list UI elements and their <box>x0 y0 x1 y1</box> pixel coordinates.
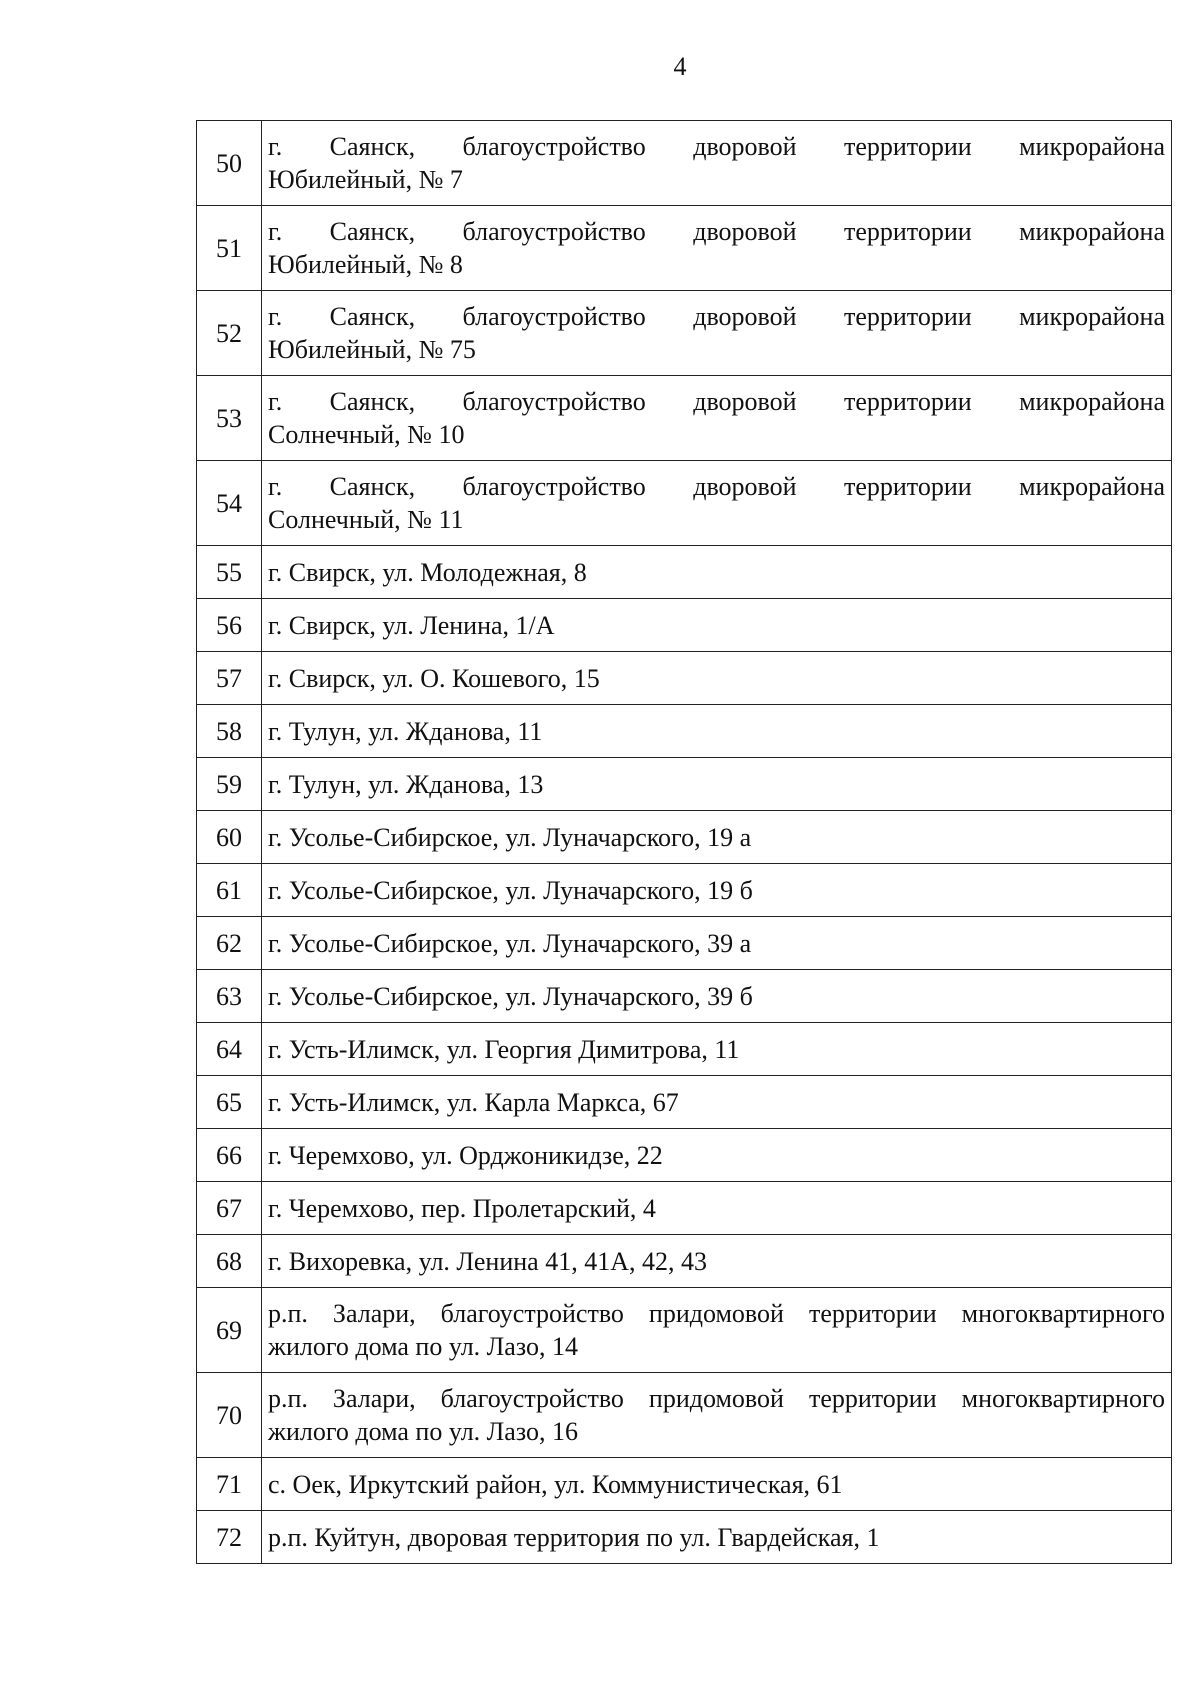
row-address: г. Вихоревка, ул. Ленина 41, 41А, 42, 43 <box>262 1235 1172 1288</box>
objects-table <box>196 120 1172 1564</box>
row-address-line-1: г. Саянск, благоустройство дворовой территории микрорайона <box>268 217 1165 246</box>
row-number: 52 <box>197 291 262 376</box>
row-number: 71 <box>197 1458 262 1511</box>
row-address-line-2: Солнечный, № 10 <box>268 420 465 449</box>
table-row <box>197 121 1172 206</box>
row-address: г. Свирск, ул. О. Кошевого, 15 <box>262 652 1172 705</box>
row-address: г. Усолье-Сибирское, ул. Луначарского, 19 а <box>262 811 1172 864</box>
row-address: г. Тулун, ул. Жданова, 13 <box>262 758 1172 811</box>
row-number: 51 <box>197 206 262 291</box>
table-row <box>197 758 1172 811</box>
row-number: 61 <box>197 864 262 917</box>
table-row <box>197 970 1172 1023</box>
row-address <box>262 1373 1172 1458</box>
row-address-line-1: р.п. Залари, благоустройство придомовой территории многоквартирного <box>268 1384 1165 1413</box>
row-address-line-1: г. Саянск, благоустройство дворовой территории микрорайона <box>268 302 1165 331</box>
row-address: г. Усть-Илимск, ул. Георгия Димитрова, 11 <box>262 1023 1172 1076</box>
table-row <box>197 1288 1172 1373</box>
table-row <box>197 864 1172 917</box>
table-row <box>197 206 1172 291</box>
table-row <box>197 291 1172 376</box>
row-number: 66 <box>197 1129 262 1182</box>
row-number: 67 <box>197 1182 262 1235</box>
row-number: 63 <box>197 970 262 1023</box>
row-address <box>262 121 1172 206</box>
table-row <box>197 1076 1172 1129</box>
row-address: г. Свирск, ул. Молодежная, 8 <box>262 546 1172 599</box>
row-address-line-2: Юбилейный, № 75 <box>268 335 476 364</box>
row-number: 70 <box>197 1373 262 1458</box>
table-row <box>197 376 1172 461</box>
table-row <box>197 1373 1172 1458</box>
row-address: с. Оек, Иркутский район, ул. Коммунистическая, 61 <box>262 1458 1172 1511</box>
row-address: г. Тулун, ул. Жданова, 11 <box>262 705 1172 758</box>
row-address <box>262 291 1172 376</box>
table-row <box>197 461 1172 546</box>
page-number: 4 <box>673 52 687 81</box>
row-number: 62 <box>197 917 262 970</box>
row-number: 72 <box>197 1511 262 1564</box>
row-address <box>262 461 1172 546</box>
row-address-line-1: г. Саянск, благоустройство дворовой территории микрорайона <box>268 387 1165 416</box>
row-address: р.п. Куйтун, дворовая территория по ул. Гвардейская, 1 <box>262 1511 1172 1564</box>
table-row <box>197 546 1172 599</box>
row-number: 65 <box>197 1076 262 1129</box>
row-address: г. Усолье-Сибирское, ул. Луначарского, 39 б <box>262 970 1172 1023</box>
row-number: 55 <box>197 546 262 599</box>
row-address <box>262 376 1172 461</box>
row-address-line-2: Юбилейный, № 8 <box>268 250 463 279</box>
table-row <box>197 705 1172 758</box>
row-address-line-1: р.п. Залари, благоустройство придомовой территории многоквартирного <box>268 1299 1165 1328</box>
table-row <box>197 1511 1172 1564</box>
row-address-line-2: Солнечный, № 11 <box>268 505 464 534</box>
row-number: 68 <box>197 1235 262 1288</box>
table-row <box>197 1023 1172 1076</box>
table-row <box>197 1235 1172 1288</box>
table-row <box>197 1182 1172 1235</box>
table-row <box>197 599 1172 652</box>
table-row <box>197 811 1172 864</box>
row-number: 60 <box>197 811 262 864</box>
row-address-line-2: жилого дома по ул. Лазо, 16 <box>268 1417 578 1446</box>
row-address-line-2: Юбилейный, № 7 <box>268 165 463 194</box>
row-number: 69 <box>197 1288 262 1373</box>
table-row <box>197 917 1172 970</box>
row-address <box>262 206 1172 291</box>
row-address: г. Усть-Илимск, ул. Карла Маркса, 67 <box>262 1076 1172 1129</box>
table-body <box>197 121 1172 1564</box>
row-address: г. Усолье-Сибирское, ул. Луначарского, 39 а <box>262 917 1172 970</box>
row-address: г. Черемхово, пер. Пролетарский, 4 <box>262 1182 1172 1235</box>
row-number: 64 <box>197 1023 262 1076</box>
row-number: 58 <box>197 705 262 758</box>
row-address: г. Черемхово, ул. Орджоникидзе, 22 <box>262 1129 1172 1182</box>
row-number: 54 <box>197 461 262 546</box>
row-address <box>262 1288 1172 1373</box>
row-address: г. Свирск, ул. Ленина, 1/А <box>262 599 1172 652</box>
row-address: г. Усолье-Сибирское, ул. Луначарского, 19 б <box>262 864 1172 917</box>
row-number: 53 <box>197 376 262 461</box>
table-row <box>197 1129 1172 1182</box>
table-row <box>197 1458 1172 1511</box>
row-address-line-1: г. Саянск, благоустройство дворовой территории микрорайона <box>268 132 1165 161</box>
row-address-line-2: жилого дома по ул. Лазо, 14 <box>268 1332 578 1361</box>
row-number: 50 <box>197 121 262 206</box>
row-address-line-1: г. Саянск, благоустройство дворовой территории микрорайона <box>268 472 1165 501</box>
row-number: 56 <box>197 599 262 652</box>
row-number: 57 <box>197 652 262 705</box>
table-row <box>197 652 1172 705</box>
row-number: 59 <box>197 758 262 811</box>
